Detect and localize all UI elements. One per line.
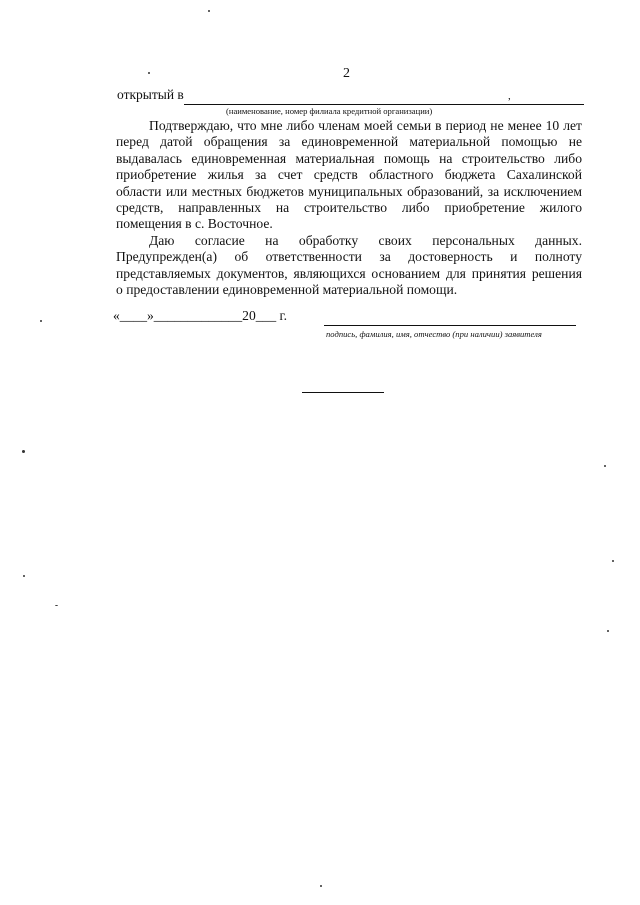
paragraph-line: выдавалась единовременная материальная помощь на строительство либо [116, 150, 582, 166]
paragraph-line: представляемых документов, являющихся основанием для принятия решения [116, 265, 582, 281]
paragraph-line: помещения в с. Восточное. [116, 216, 273, 232]
scan-speck [22, 450, 25, 453]
confirmation-paragraph [116, 118, 582, 233]
paragraph-line: средств, направленных на строительство либо приобретение жилого [116, 199, 582, 215]
scan-speck [607, 630, 609, 632]
page-number: 2 [343, 66, 350, 81]
scan-speck [208, 10, 210, 12]
paragraph-line: о предоставлении единовременной материальной помощи. [116, 282, 458, 298]
scan-speck [612, 560, 614, 562]
paragraph-line: Предупрежден(а) об ответственности за достоверность и полноту [116, 249, 582, 265]
opened-in-label: открытый в [117, 87, 184, 102]
closing-divider [302, 392, 384, 393]
bank-name-line [184, 104, 584, 105]
date-field: «____»_____________20___ г. [113, 308, 287, 323]
signature-caption: подпись, фамилия, имя, отчество (при наличии) заявителя [326, 329, 542, 339]
scan-speck [604, 465, 606, 467]
scan-speck [320, 885, 322, 887]
consent-paragraph [116, 233, 582, 299]
paragraph-line: приобретение жилья за счет средств областного бюджета Сахалинской [116, 167, 582, 183]
paragraph-line: области или местных бюджетов муниципальных образований, за исключением [116, 183, 582, 199]
paragraph-line: Даю согласие на обработку своих персональных данных. [149, 233, 582, 248]
scan-speck [40, 320, 42, 322]
opened-in-tail-mark: , [508, 90, 511, 102]
scan-speck [23, 575, 25, 577]
scan-speck [55, 605, 58, 606]
signature-line [324, 325, 576, 326]
paragraph-line: перед датой обращения за единовременной материальной помощью не [116, 134, 582, 150]
bank-name-caption: (наименование, номер филиала кредитной организации) [226, 106, 433, 116]
scan-speck [148, 72, 150, 74]
paragraph-line: Подтверждаю, что мне либо членам моей семьи в период не менее 10 лет [149, 118, 582, 133]
